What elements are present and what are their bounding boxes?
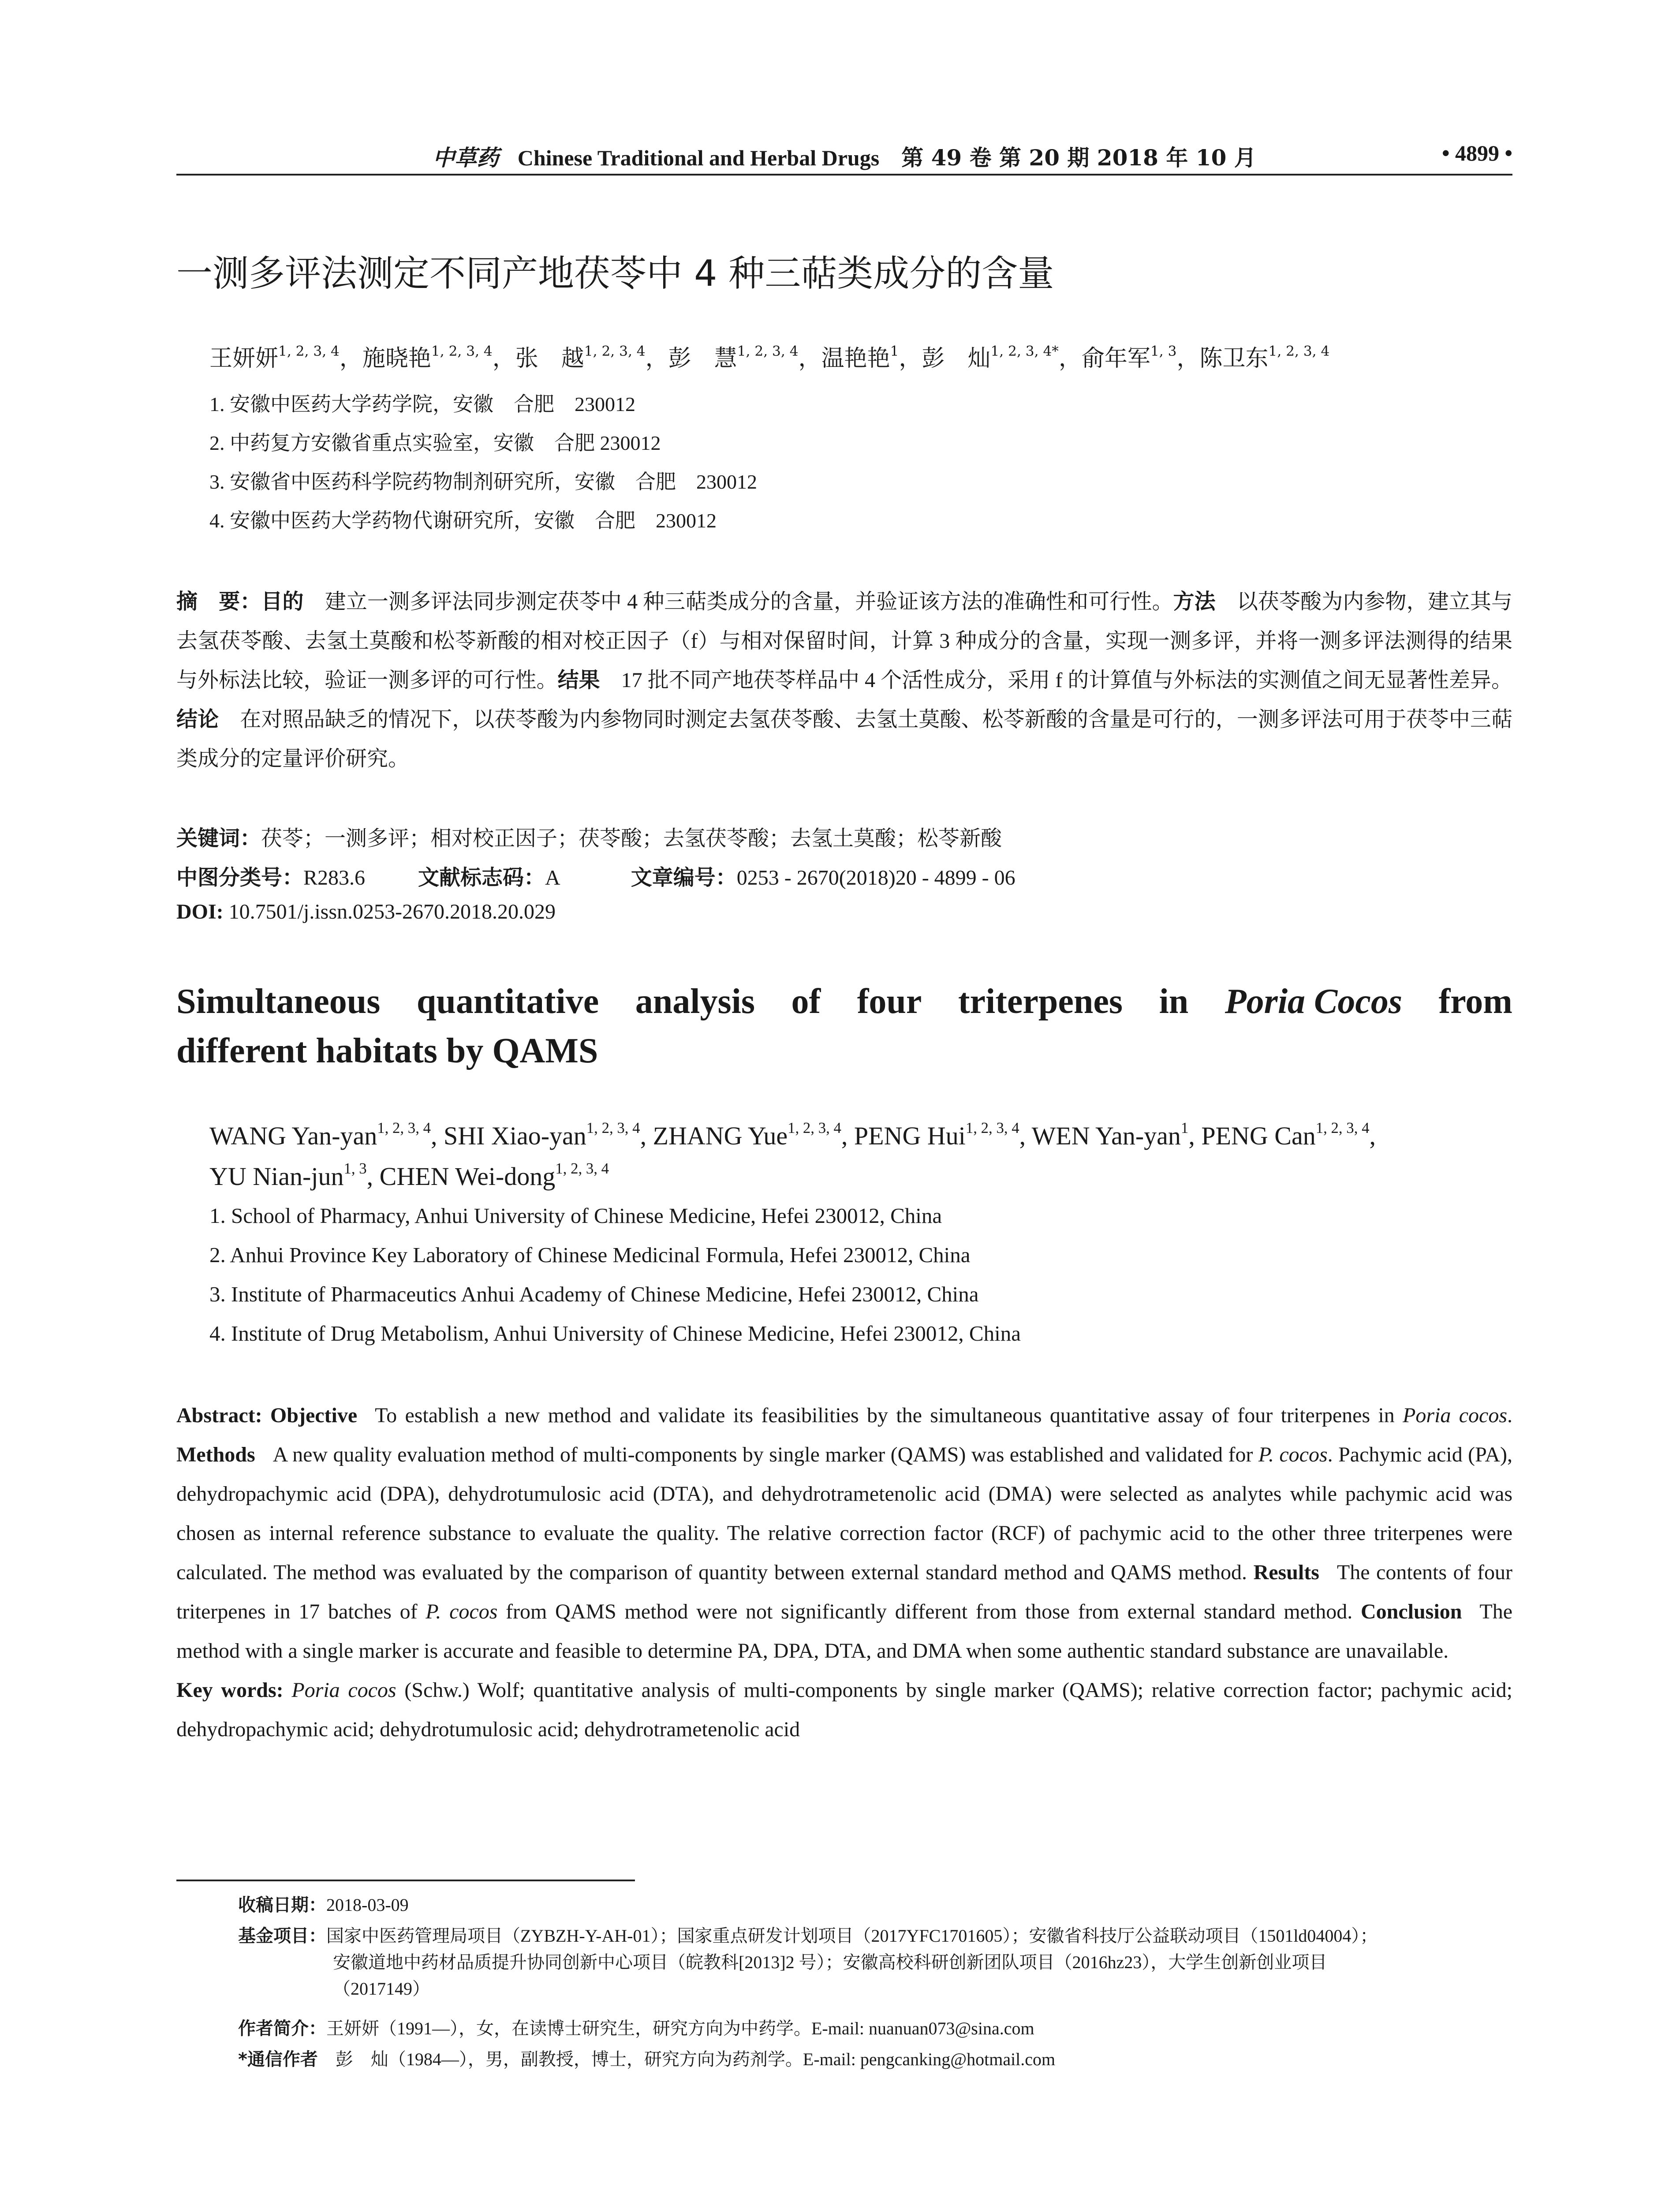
keywords-cn-label: 关键词： [176,826,261,851]
author-cn-name: 张 越 [515,345,584,372]
author-en-name: PENG Hui [854,1121,966,1150]
conclusion-en: The method with a single marker is accurate and feasible to determine PA, DPA, DTA, and DMA when some authentic standard substance are unavailable. [176,1600,1513,1663]
author-cn-affiliation: 1, 2, 3, 4 [431,343,493,359]
keywords-cn [176,821,1002,852]
methods-cn-label: 方法 [1173,589,1216,614]
received-label: 收稿日期： [238,1895,326,1915]
fund-line-3: （2017149） [333,1979,430,1999]
title-en [176,977,1512,1076]
authors-en [209,1116,1515,1197]
author-en-affiliation: 1, 2, 3, 4 [1315,1119,1370,1136]
title-en-word: triterpenes [958,982,1123,1021]
conclusion-cn: 在对照品缺乏的情况下，以茯苓酸为内参物同时测定去氢茯苓酸、去氢土莫酸、松苓新酸的含量是可行的，一测多评法可用于茯苓中三萜类成分的定量评价研究。 [176,708,1512,770]
author-cn-separator: ， [1058,345,1082,372]
results-en: The contents of four triterpenes in 17 batches of [176,1561,1512,1623]
author-cn-name: 彭 慧 [668,345,737,372]
footnote-fund [238,1923,1378,2002]
author-en-separator: , [1019,1121,1032,1150]
objective-en-label: Objective [270,1404,358,1427]
footnote-corresponding [238,2046,1055,2073]
corresponding-label: *通信作者 [238,2049,318,2070]
footnote-received [238,1892,409,1918]
conclusion-cn-label: 结论 [176,707,219,732]
header-rule [176,174,1512,176]
doc-code-label: 文献标志码： [418,865,545,890]
issue-info: 第 49 卷 第 20 期 2018 年 10 月 [901,145,1256,171]
affiliation-cn-1: 1. 安徽中医药大学药学院，安徽 合肥 230012 [209,393,635,415]
footnote-rule [176,1880,635,1881]
classification-line [176,860,1015,891]
affiliation-en-2: 2. Anhui Province Key Laboratory of Chinese Medicinal Formula, Hefei 230012, China [209,1243,971,1267]
footnote-author [238,2015,1034,2042]
abstract-cn-label: 摘 要： [176,589,261,614]
author-cn-separator: ， [798,345,821,372]
author-en-affiliation: 1, 2, 3, 4 [965,1119,1019,1136]
objective-cn: 建立一测多评法同步测定茯苓中 4 种三萜类成分的含量，并验证该方法的准确性和可行性。 [325,590,1173,613]
author-en-name: WEN Yan-yan [1031,1121,1181,1150]
author-en-affiliation: 1, 2, 3, 4 [555,1159,609,1177]
methods-cn: 以茯苓酸为内参物，建立其与去氢茯苓酸、去氢土莫酸和松苓新酸的相对校正因子（f）与相对保留时间，计算 3 种成分的含量，实现一测多评，并将一测多评法测得的结果与外标法比较，验证一测多评的可行性。 [176,590,1512,692]
author-cn-separator: ， [899,345,922,372]
methods-en: A new quality evaluation method of multi-components by single marker (QAMS) was established and validated for [273,1443,1258,1466]
author-cn-affiliation: 1 [890,343,899,359]
title-en-word: Poria Cocos [1225,982,1403,1021]
doc-code-value: A [545,866,560,889]
results-cn-label: 结果 [557,668,600,692]
affiliation-cn-2: 2. 中药复方安徽省重点实验室，安徽 合肥 230012 [209,432,661,454]
article-number-label: 文章编号： [631,865,737,890]
authors-cn [209,340,1329,373]
author-en-name: SHI Xiao-yan [444,1121,586,1150]
author-en-name: ZHANG Yue [653,1121,788,1150]
author-en-name: YU Nian-jun [209,1162,344,1191]
running-header [176,140,1512,176]
author-en-separator: , [640,1121,653,1150]
methods-en-label: Methods [176,1443,255,1466]
abstract-cn [176,582,1512,778]
fund-line-2: 安徽道地中药材品质提升协同创新中心项目（皖教科[2013]2 号）；安徽高校科研创新团队项目（2016hz23），大学生创新创业项目 [333,1952,1327,1972]
author-cn-affiliation: 1, 2, 3, 4 [1268,343,1330,359]
author-en-affiliation: 1, 2, 3, 4 [377,1119,431,1136]
title-en-line-2: different habitats by QAMS [176,1031,598,1070]
author-cn-name: 彭 灿 [922,345,991,372]
author-cn-name: 俞年军 [1081,345,1150,372]
methods-en-italic: P. cocos [1258,1443,1328,1466]
author-en-name: WANG Yan-yan [209,1121,377,1150]
fund-label: 基金项目： [238,1926,326,1946]
received-value: 2018-03-09 [326,1895,409,1915]
page-number: • 4899 • [1441,141,1512,165]
keywords-en-value: (Schw.) Wolf; quantitative analysis of multi-components by single marker (QAMS); relative correction factor; pachymic acid; dehydropachymic acid; dehydrotumulosic acid; dehydrotrametenolic acid [176,1678,1513,1741]
author-en-affiliation: 1, 2, 3, 4 [788,1119,841,1136]
affiliation-cn-4: 4. 安徽中医药大学药物代谢研究所，安徽 合肥 230012 [209,509,717,532]
title-cn: 一测多评法测定不同产地茯苓中 4 种三萜类成分的含量 [176,253,1054,295]
author-cn-name: 温艳艳 [821,345,890,372]
title-en-word: from [1438,982,1512,1021]
author-cn-affiliation: 1, 2, 3, 4* [990,343,1059,359]
title-en-word: four [857,982,922,1021]
article-number-value: 0253 - 2670(2018)20 - 4899 - 06 [736,866,1015,889]
title-en-word: Simultaneous [176,982,381,1021]
author-bio-label: 作者简介： [238,2018,326,2039]
title-en-word: analysis [635,982,755,1021]
keywords-cn-value: 茯苓；一测多评；相对校正因子；茯苓酸；去氢茯苓酸；去氢土莫酸；松苓新酸 [261,827,1002,850]
author-cn-separator: ， [339,345,362,372]
doi-line [176,900,556,924]
author-bio-value: 王妍妍（1991—），女，在读博士研究生，研究方向为中药学。E-mail: nuanuan073@sina.com [326,2018,1034,2038]
affiliation-en-3: 3. Institute of Pharmaceutics Anhui Academy of Chinese Medicine, Hefei 230012, China [209,1282,979,1306]
title-en-word: of [791,982,821,1021]
author-cn-name: 施晓艳 [362,345,431,372]
clc-label: 中图分类号： [176,865,304,890]
affiliation-cn-3: 3. 安徽省中医药科学院药物制剂研究所，安徽 合肥 230012 [209,471,757,493]
clc-value: R283.6 [303,866,366,889]
author-en-separator: , [366,1162,380,1191]
affiliation-en-1: 1. School of Pharmacy, Anhui University of Chinese Medicine, Hefei 230012, China [209,1203,942,1228]
author-en-separator: , [431,1121,444,1150]
author-en-separator: , [1188,1121,1202,1150]
corresponding-value: 彭 灿（1984—），男，副教授，博士，研究方向为药剂学。E-mail: pengcanking@hotmail.com [335,2049,1056,2069]
doi-label: DOI: [176,900,224,923]
author-cn-affiliation: 1, 3 [1150,343,1177,359]
objective-cn-label: 目的 [261,589,304,614]
abstract-en-label: Abstract: [176,1404,262,1427]
title-en-word: quantitative [416,982,599,1021]
methods-en-rest: . Pachymic acid (PA), dehydropachymic acid (DPA), dehydrotumulosic acid (DTA), and dehydrotrametenolic acid (DMA) were selected as analytes while pachymic acid was chosen as internal reference substance to evaluate the quality. The relative correction factor (RCF) of pachymic acid to the other three triterpenes were calculated. The method was evaluated by the comparison of quantity between external standard method and QAMS method. [176,1443,1513,1584]
author-en-affiliation: 1 [1180,1119,1189,1136]
objective-en: To establish a new method and validate its feasibilities by the simultaneous quantitative assay of four triterpenes in [375,1404,1403,1427]
journal-header [176,140,1512,172]
conclusion-en-label: Conclusion [1360,1600,1462,1623]
doi-value: 10.7501/j.issn.0253-2670.2018.20.029 [228,900,556,923]
author-en-name: PENG Can [1201,1121,1316,1150]
author-cn-name: 陈卫东 [1199,345,1269,372]
objective-en-end: . [1507,1404,1513,1427]
keywords-en-label: Key words: [176,1678,284,1702]
author-cn-affiliation: 1, 2, 3, 4 [278,343,340,359]
author-cn-affiliation: 1, 2, 3, 4 [584,343,646,359]
journal-logo-cn: 中草药 [433,145,499,171]
author-cn-separator: ， [645,345,668,372]
author-en-separator: , [841,1121,854,1150]
objective-en-italic: Poria cocos [1403,1404,1508,1427]
author-en-name: CHEN Wei-dong [379,1162,556,1191]
author-cn-separator: ， [1176,345,1200,372]
author-en-affiliation: 1, 3 [343,1159,367,1177]
author-cn-separator: ， [492,345,515,372]
results-en-italic: P. cocos [426,1600,498,1623]
journal-name-en: Chinese Traditional and Herbal Drugs [517,146,880,170]
author-cn-name: 王妍妍 [209,345,279,372]
keywords-en-italic: Poria cocos [291,1678,396,1702]
affiliation-en-4: 4. Institute of Drug Metabolism, Anhui University of Chinese Medicine, Hefei 230012, China [209,1321,1021,1345]
results-en-rest: from QAMS method were not significantly different from those from external standard method. [497,1600,1353,1623]
author-cn-affiliation: 1, 2, 3, 4 [737,343,799,359]
author-en-separator: , [1369,1121,1376,1150]
title-en-word: in [1159,982,1189,1021]
results-cn: 17 批不同产地茯苓样品中 4 个活性成分，采用 f 的计算值与外标法的实测值之间无显著性差异。 [621,669,1512,692]
results-en-label: Results [1253,1561,1319,1584]
author-en-affiliation: 1, 2, 3, 4 [586,1119,640,1136]
fund-line-1: 国家中医药管理局项目（ZYBZH-Y-AH-01）；国家重点研发计划项目（2017YFC1701605）；安徽省科技厅公益联动项目（1501ld04004）； [326,1926,1378,1946]
abstract-en [176,1396,1512,1749]
title-en-line-1 [176,977,1512,1026]
